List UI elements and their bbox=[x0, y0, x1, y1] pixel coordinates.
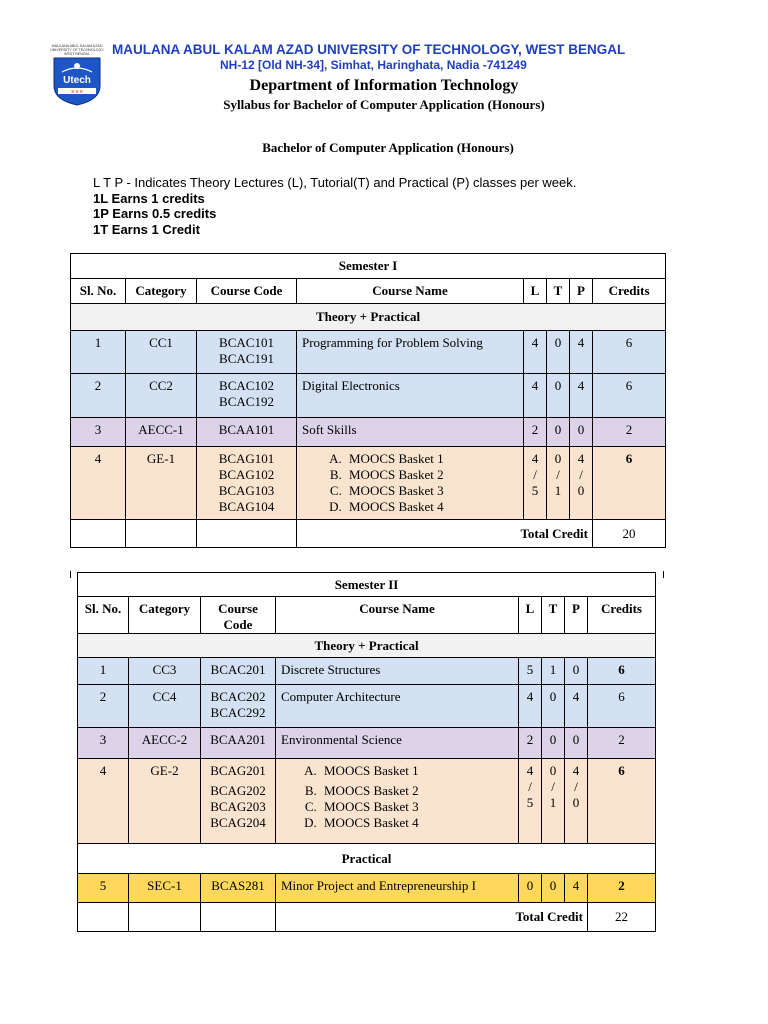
row-category: CC1 bbox=[126, 331, 197, 374]
col-header-credits: Credits bbox=[593, 279, 666, 304]
row-p: 4 / 0 bbox=[565, 759, 588, 844]
row-credits: 2 bbox=[593, 418, 666, 447]
university-name: MAULANA ABUL KALAM AZAD UNIVERSITY OF TECHNOLOGY, WEST BENGAL bbox=[112, 42, 626, 57]
row-l: 0 bbox=[519, 874, 542, 903]
section-label: Practical bbox=[78, 844, 656, 874]
col-header-l: L bbox=[524, 279, 547, 304]
row-p: 0 bbox=[570, 418, 593, 447]
moocs-basket-list bbox=[276, 763, 518, 831]
ltp-rule-lecture: 1L Earns 1 credits bbox=[93, 191, 205, 206]
row-t: 0 / 1 bbox=[547, 447, 570, 520]
row-l: 4 / 5 bbox=[519, 759, 542, 844]
list-item: B. MOOCS Basket 2 bbox=[345, 467, 523, 483]
row-course-name bbox=[276, 759, 519, 844]
col-header-t: T bbox=[547, 279, 570, 304]
list-item: B. MOOCS Basket 2 bbox=[320, 783, 518, 799]
ltp-description: L T P - Indicates Theory Lectures (L), Tutorial(T) and Practical (P) classes per week. bbox=[93, 175, 577, 190]
total-credit-value: 20 bbox=[593, 520, 666, 548]
row-category: GE-2 bbox=[129, 759, 201, 844]
row-course-name: Minor Project and Entrepreneurship I bbox=[276, 874, 519, 903]
row-p: 4 bbox=[565, 874, 588, 903]
row-category: CC2 bbox=[126, 374, 197, 418]
row-credits: 2 bbox=[588, 728, 656, 759]
row-t: 0 / 1 bbox=[542, 759, 565, 844]
row-category: CC4 bbox=[129, 685, 201, 728]
row-category: AECC-2 bbox=[129, 728, 201, 759]
row-l: 4 / 5 bbox=[524, 447, 547, 520]
row-credits: 6 bbox=[593, 447, 666, 520]
row-credits: 6 bbox=[593, 331, 666, 374]
row-p: 4 bbox=[565, 685, 588, 728]
row-t: 1 bbox=[542, 658, 565, 685]
col-header-sl: Sl. No. bbox=[71, 279, 126, 304]
row-course-name: Environmental Science bbox=[276, 728, 519, 759]
row-course-name: Computer Architecture bbox=[276, 685, 519, 728]
svg-text:MAULANA ABUL KALAM AZAD: MAULANA ABUL KALAM AZAD bbox=[51, 44, 103, 48]
total-credit-label: Total Credit bbox=[276, 903, 588, 932]
col-header-code: Course Code bbox=[201, 597, 276, 634]
row-credits: 2 bbox=[588, 874, 656, 903]
row-t: 0 bbox=[547, 374, 570, 418]
row-sl: 5 bbox=[78, 874, 129, 903]
logo-text: Utech bbox=[63, 75, 91, 86]
col-header-t: T bbox=[542, 597, 565, 634]
table-row bbox=[78, 658, 656, 685]
col-header-p: P bbox=[570, 279, 593, 304]
list-item: A. MOOCS Basket 1 bbox=[320, 763, 518, 779]
col-header-name: Course Name bbox=[276, 597, 519, 634]
row-sl: 3 bbox=[71, 418, 126, 447]
row-category: CC3 bbox=[129, 658, 201, 685]
row-code: BCAA101 bbox=[197, 418, 297, 447]
table-row bbox=[78, 728, 656, 759]
row-p: 4 bbox=[570, 374, 593, 418]
table-row bbox=[78, 759, 656, 844]
moocs-basket-list bbox=[297, 451, 523, 515]
row-sl: 4 bbox=[78, 759, 129, 844]
department-title: Department of Information Technology bbox=[249, 77, 519, 94]
table-marker bbox=[663, 571, 664, 578]
row-course-name: Soft Skills bbox=[297, 418, 524, 447]
row-l: 4 bbox=[524, 374, 547, 418]
table-row bbox=[71, 331, 666, 374]
row-code: BCAC201 bbox=[201, 658, 276, 685]
row-credits: 6 bbox=[588, 759, 656, 844]
semester-title: Semester II bbox=[78, 573, 656, 597]
table-row bbox=[71, 374, 666, 418]
row-sl: 1 bbox=[78, 658, 129, 685]
row-sl: 4 bbox=[71, 447, 126, 520]
row-sl: 2 bbox=[78, 685, 129, 728]
syllabus-title: Syllabus for Bachelor of Computer Application (Honours) bbox=[223, 97, 545, 112]
row-l: 2 bbox=[519, 728, 542, 759]
row-category: AECC-1 bbox=[126, 418, 197, 447]
semester-title: Semester I bbox=[71, 254, 666, 279]
col-header-l: L bbox=[519, 597, 542, 634]
university-address: NH-12 [Old NH-34], Simhat, Haringhata, Nadia -741249 bbox=[220, 58, 527, 72]
row-l: 2 bbox=[524, 418, 547, 447]
total-credit-label: Total Credit bbox=[297, 520, 593, 548]
col-header-category: Category bbox=[129, 597, 201, 634]
col-header-name: Course Name bbox=[297, 279, 524, 304]
col-header-credits: Credits bbox=[588, 597, 656, 634]
list-item: C. MOOCS Basket 3 bbox=[345, 483, 523, 499]
table-row bbox=[71, 447, 666, 520]
row-p: 0 bbox=[565, 658, 588, 685]
row-code: BCAS281 bbox=[201, 874, 276, 903]
ltp-rule-tutorial: 1T Earns 1 Credit bbox=[93, 222, 200, 237]
list-item: A. MOOCS Basket 1 bbox=[345, 451, 523, 467]
row-l: 4 bbox=[524, 331, 547, 374]
table-row bbox=[71, 418, 666, 447]
svg-text:☰ ☰ ☰: ☰ ☰ ☰ bbox=[71, 89, 83, 94]
row-l: 5 bbox=[519, 658, 542, 685]
list-item: D. MOOCS Basket 4 bbox=[345, 499, 523, 515]
svg-text:WEST BENGAL: WEST BENGAL bbox=[64, 52, 90, 56]
row-sl: 2 bbox=[71, 374, 126, 418]
row-credits: 6 bbox=[588, 685, 656, 728]
row-code: BCAC102 BCAC192 bbox=[197, 374, 297, 418]
col-header-p: P bbox=[565, 597, 588, 634]
row-course-name: Discrete Structures bbox=[276, 658, 519, 685]
total-row bbox=[71, 520, 666, 548]
table-row bbox=[78, 685, 656, 728]
row-course-name: Digital Electronics bbox=[297, 374, 524, 418]
ltp-rule-practical: 1P Earns 0.5 credits bbox=[93, 206, 217, 221]
row-t: 0 bbox=[547, 331, 570, 374]
row-l: 4 bbox=[519, 685, 542, 728]
row-course-name bbox=[297, 447, 524, 520]
section-label: Theory + Practical bbox=[71, 304, 666, 331]
semester-2-table bbox=[77, 572, 656, 932]
programme-title: Bachelor of Computer Application (Honours) bbox=[262, 140, 514, 155]
row-t: 0 bbox=[547, 418, 570, 447]
row-t: 0 bbox=[542, 874, 565, 903]
total-row bbox=[78, 903, 656, 932]
row-sl: 1 bbox=[71, 331, 126, 374]
total-credit-value: 22 bbox=[588, 903, 656, 932]
row-p: 4 bbox=[570, 331, 593, 374]
row-sl: 3 bbox=[78, 728, 129, 759]
col-header-code: Course Code bbox=[197, 279, 297, 304]
row-code: BCAC101 BCAC191 bbox=[197, 331, 297, 374]
row-code: BCAG201 BCAG202 BCAG203 BCAG204 bbox=[201, 759, 276, 844]
row-category: GE-1 bbox=[126, 447, 197, 520]
row-t: 0 bbox=[542, 685, 565, 728]
row-p: 4 / 0 bbox=[570, 447, 593, 520]
row-code: BCAC202 BCAC292 bbox=[201, 685, 276, 728]
row-course-name: Programming for Problem Solving bbox=[297, 331, 524, 374]
row-category: SEC-1 bbox=[129, 874, 201, 903]
row-t: 0 bbox=[542, 728, 565, 759]
svg-text:UNIVERSITY OF TECHNOLOGY: UNIVERSITY OF TECHNOLOGY bbox=[50, 48, 104, 52]
list-item: D. MOOCS Basket 4 bbox=[320, 815, 518, 831]
row-code: BCAG101 BCAG102 BCAG103 BCAG104 bbox=[197, 447, 297, 520]
row-code: BCAA201 bbox=[201, 728, 276, 759]
row-credits: 6 bbox=[593, 374, 666, 418]
row-credits: 6 bbox=[588, 658, 656, 685]
semester-1-table bbox=[70, 253, 666, 548]
row-p: 0 bbox=[565, 728, 588, 759]
col-header-category: Category bbox=[126, 279, 197, 304]
col-header-sl: Sl. No. bbox=[78, 597, 129, 634]
table-row bbox=[78, 874, 656, 903]
table-marker bbox=[70, 571, 71, 578]
list-item: C. MOOCS Basket 3 bbox=[320, 799, 518, 815]
section-label: Theory + Practical bbox=[78, 634, 656, 658]
